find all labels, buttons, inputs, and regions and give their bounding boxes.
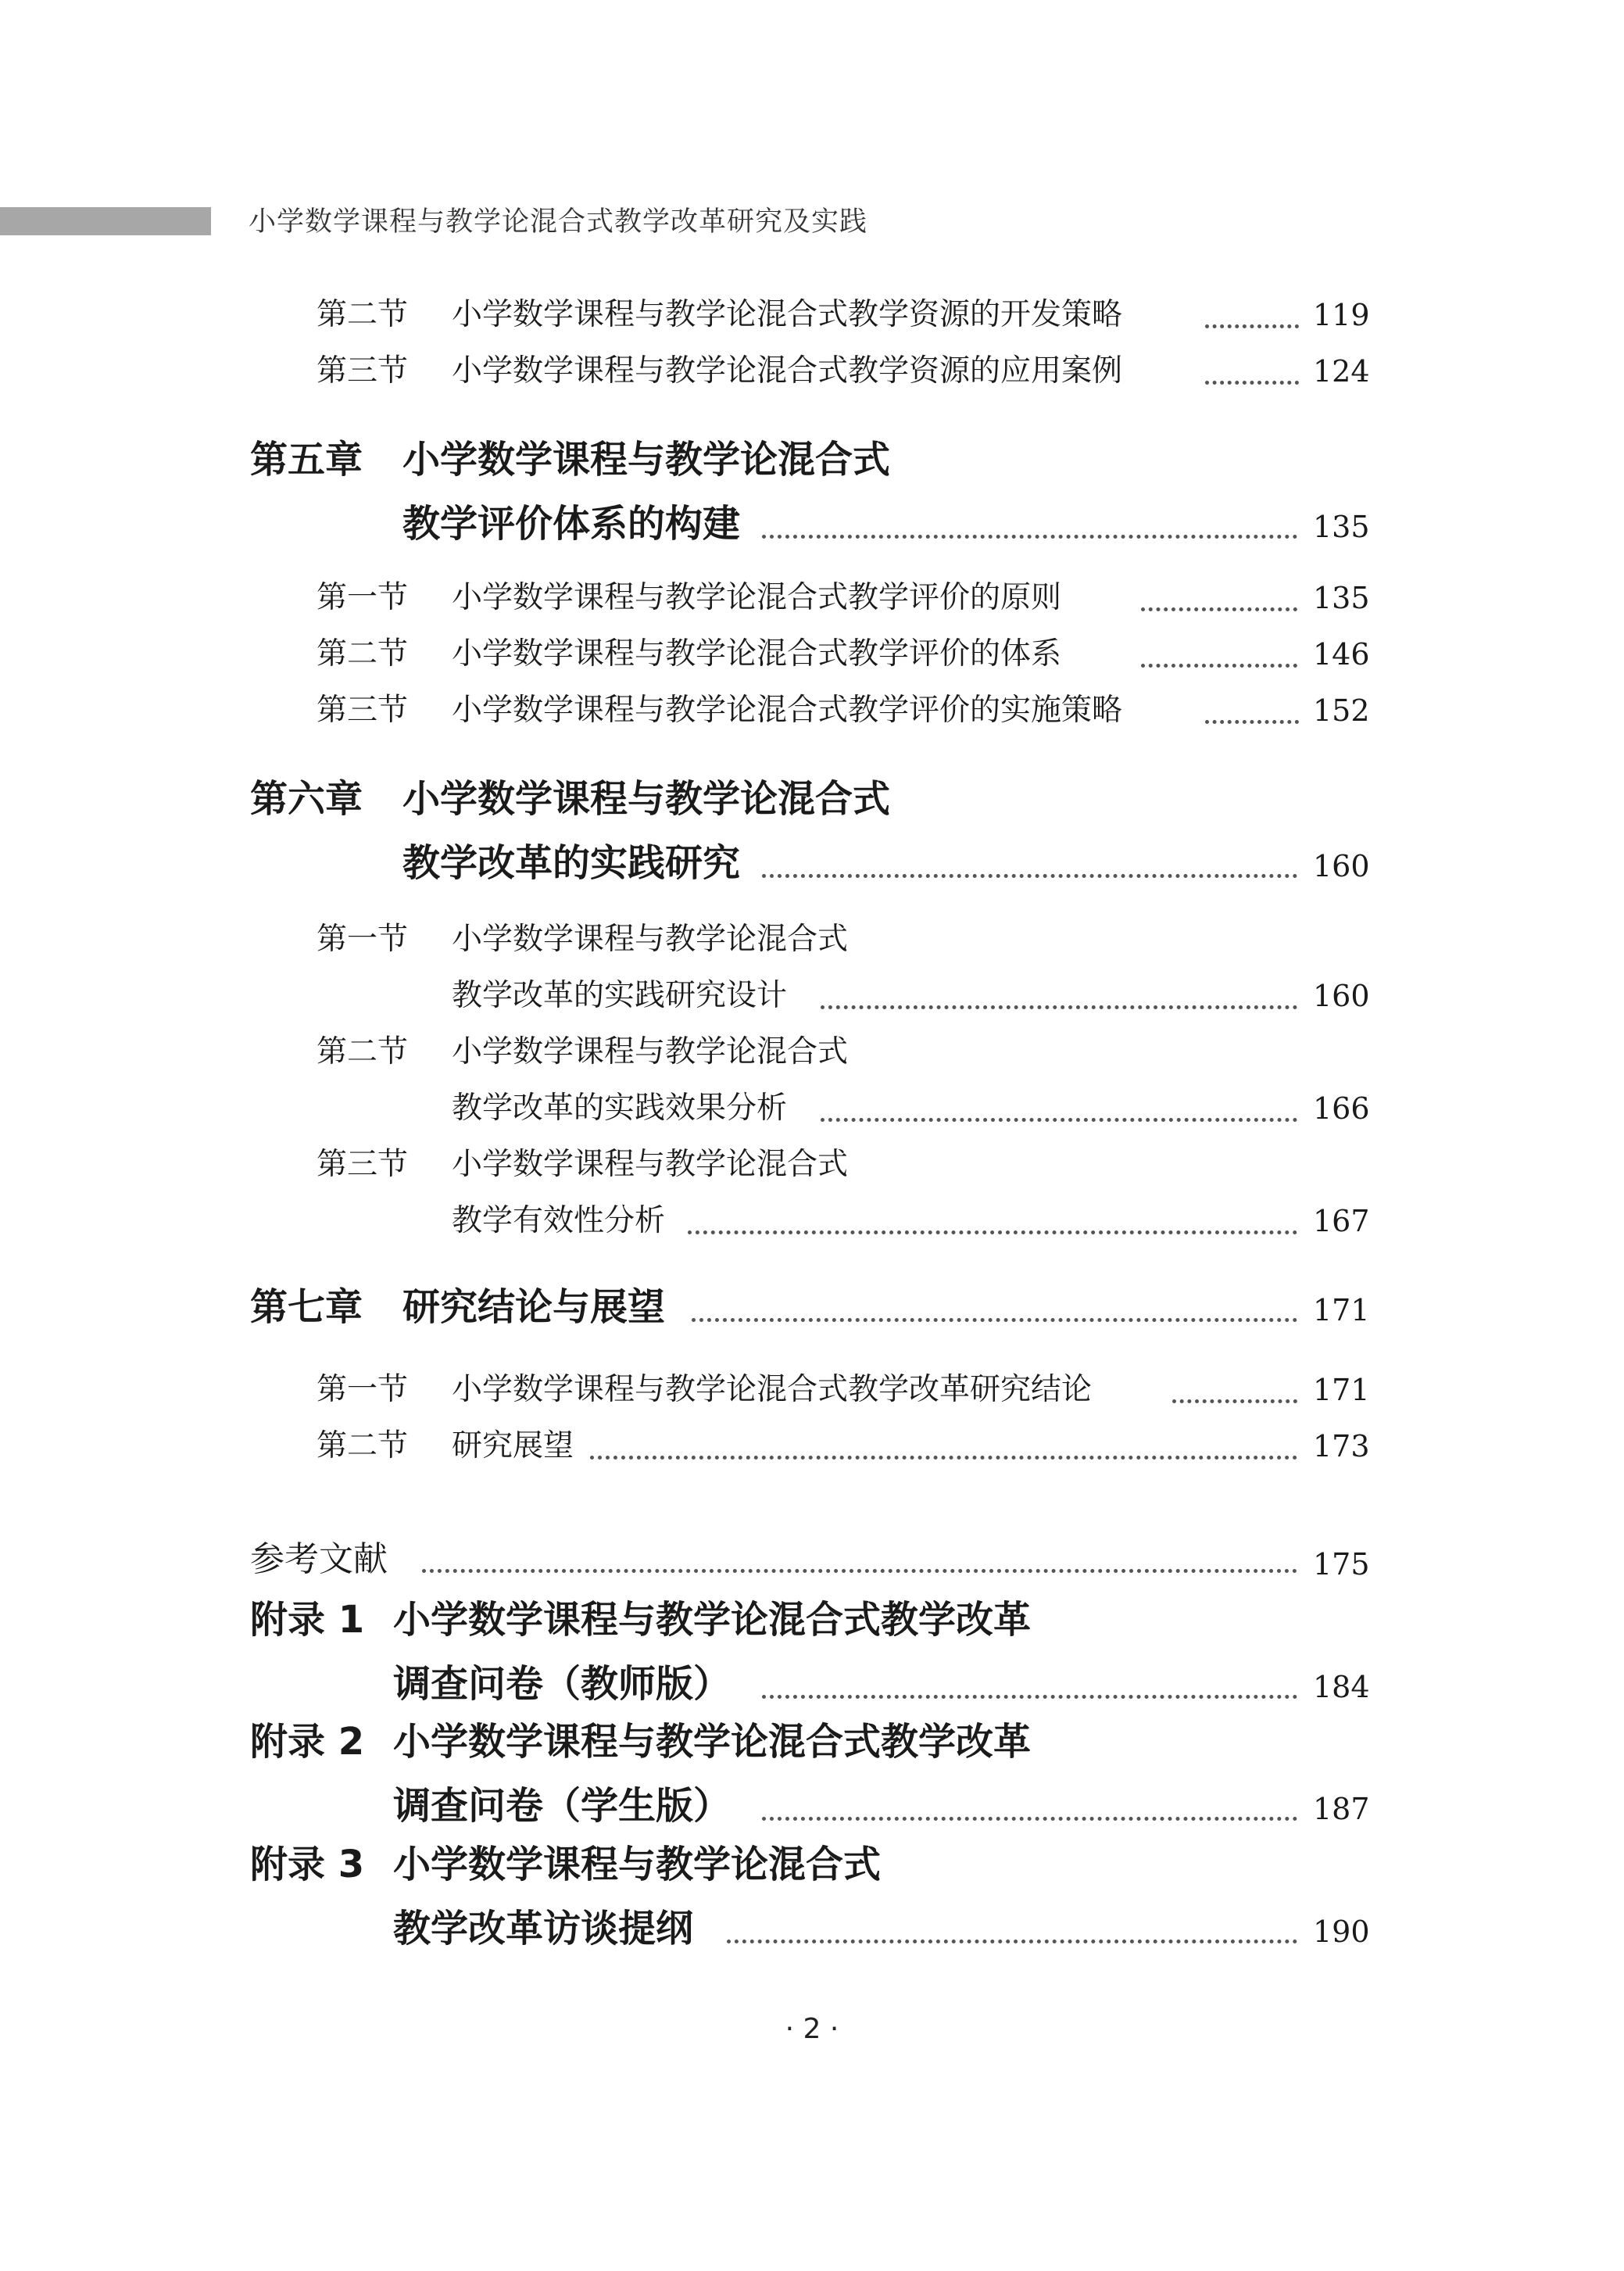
toc-entry-page: 171 <box>1313 1293 1370 1327</box>
toc-entry-section-4-2[interactable] <box>0 293 1624 340</box>
toc-appendix-label: 附录 2 <box>250 1720 365 1764</box>
dot-leader <box>762 874 1297 878</box>
toc-entry-title-line-2: 教学改革的实践效果分析 <box>452 1091 788 1126</box>
dot-leader <box>422 1569 1297 1573</box>
toc-entry-label: 第一节 <box>317 580 409 615</box>
running-header-title: 小学数学课程与教学论混合式教学改革研究及实践 <box>249 206 868 238</box>
toc-chapter-title-line-2: 教学评价体系的构建 <box>402 502 741 546</box>
toc-entry-title: 小学数学课程与教学论混合式教学评价的原则 <box>452 580 1062 615</box>
toc-entry-title: 小学数学课程与教学论混合式教学改革研究结论 <box>452 1372 1093 1407</box>
toc-appendix-title-line-1: 小学数学课程与教学论混合式教学改革 <box>393 1720 1032 1764</box>
toc-entry-title: 小学数学课程与教学论混合式教学资源的应用案例 <box>452 353 1123 389</box>
toc-entry-page: 171 <box>1313 1373 1370 1407</box>
toc-entry-chapter-6[interactable] <box>0 774 1624 891</box>
toc-appendix-title-line-2: 调查问卷（教师版） <box>393 1662 732 1706</box>
dot-leader <box>1172 1399 1297 1403</box>
toc-entry-section-5-3[interactable] <box>0 689 1624 736</box>
toc-chapter-title-line-1: 小学数学课程与教学论混合式 <box>402 438 891 482</box>
toc-entry-page: 187 <box>1313 1792 1370 1826</box>
toc-entry-appendix-1[interactable] <box>0 1595 1624 1712</box>
toc-entry-label: 第一节 <box>317 1372 409 1407</box>
header-bar <box>0 207 211 235</box>
page-number: · 2 · <box>785 2013 839 2045</box>
toc-entry-label: 第二节 <box>317 297 409 332</box>
toc-entry-page: 160 <box>1313 849 1370 883</box>
dot-leader <box>1141 664 1297 668</box>
dot-leader <box>762 1817 1297 1821</box>
toc-entry-label: 第二节 <box>317 1428 409 1463</box>
toc-entry-title-line-2: 教学改革的实践研究设计 <box>452 978 788 1013</box>
dot-leader <box>821 1118 1297 1122</box>
toc-chapter-label: 第五章 <box>250 438 363 482</box>
toc-entry-page: 146 <box>1313 637 1370 672</box>
toc-entry-appendix-3[interactable] <box>0 1839 1624 1957</box>
dot-leader <box>692 1318 1297 1322</box>
dot-leader <box>688 1230 1297 1234</box>
toc-appendix-title-line-1: 小学数学课程与教学论混合式 <box>393 1843 882 1886</box>
toc-entry-references[interactable] <box>0 1538 1624 1585</box>
dot-leader <box>1205 324 1299 328</box>
dot-leader <box>1141 607 1297 611</box>
toc-entry-section-6-3[interactable] <box>0 1143 1624 1245</box>
dot-leader <box>821 1005 1297 1009</box>
toc-entry-page: 190 <box>1313 1915 1370 1949</box>
toc-entry-page: 119 <box>1313 298 1370 332</box>
toc-entry-label: 第三节 <box>317 693 409 728</box>
dot-leader <box>762 535 1297 539</box>
toc-entry-section-7-1[interactable] <box>0 1368 1624 1415</box>
toc-appendix-title-line-2: 教学改革访谈提纲 <box>393 1907 694 1950</box>
toc-appendix-title-line-2: 调查问卷（学生版） <box>393 1784 732 1828</box>
toc-chapter-title: 研究结论与展望 <box>402 1285 666 1329</box>
dot-leader <box>727 1940 1297 1943</box>
toc-entry-chapter-5[interactable] <box>0 435 1624 552</box>
toc-entry-title-line-1: 小学数学课程与教学论混合式 <box>452 1034 849 1069</box>
dot-leader <box>1205 720 1299 724</box>
toc-entry-label: 第一节 <box>317 922 409 957</box>
toc-entry-section-5-1[interactable] <box>0 576 1624 623</box>
toc-entry-page: 167 <box>1313 1204 1370 1238</box>
toc-chapter-title-line-1: 小学数学课程与教学论混合式 <box>402 777 891 821</box>
toc-entry-label: 第三节 <box>317 353 409 389</box>
toc-entry-title: 研究展望 <box>452 1428 574 1463</box>
toc-appendix-label: 附录 1 <box>250 1598 365 1642</box>
toc-entry-appendix-2[interactable] <box>0 1717 1624 1834</box>
toc-entry-title: 小学数学课程与教学论混合式教学资源的开发策略 <box>452 297 1123 332</box>
dot-leader <box>590 1456 1297 1460</box>
toc-chapter-label: 第七章 <box>250 1285 363 1329</box>
toc-entry-page: 160 <box>1313 979 1370 1013</box>
toc-entry-page: 152 <box>1313 693 1370 728</box>
toc-entry-title-line-1: 小学数学课程与教学论混合式 <box>452 1147 849 1182</box>
toc-entry-chapter-7[interactable] <box>0 1282 1624 1337</box>
toc-appendix-title-line-1: 小学数学课程与教学论混合式教学改革 <box>393 1598 1032 1642</box>
toc-entry-section-4-3[interactable] <box>0 349 1624 396</box>
toc-entry-label: 第二节 <box>317 1034 409 1069</box>
toc-entry-section-6-2[interactable] <box>0 1030 1624 1132</box>
toc-entry-section-6-1[interactable] <box>0 918 1624 1019</box>
toc-entry-page: 184 <box>1313 1670 1370 1704</box>
toc-entry-title-line-2: 教学有效性分析 <box>452 1203 666 1238</box>
toc-chapter-label: 第六章 <box>250 777 363 821</box>
toc-appendix-label: 附录 3 <box>250 1843 365 1886</box>
toc-entry-page: 135 <box>1313 581 1370 615</box>
toc-chapter-title-line-2: 教学改革的实践研究 <box>402 841 741 885</box>
dot-leader <box>762 1695 1297 1699</box>
toc-entry-page: 173 <box>1313 1429 1370 1463</box>
toc-entry-page: 124 <box>1313 354 1370 389</box>
toc-entry-page: 135 <box>1313 510 1370 544</box>
toc-entry-label: 第三节 <box>317 1147 409 1182</box>
toc-entry-page: 166 <box>1313 1091 1370 1126</box>
toc-entry-label: 第二节 <box>317 636 409 672</box>
toc-entry-title-line-1: 小学数学课程与教学论混合式 <box>452 922 849 957</box>
toc-entry-title: 小学数学课程与教学论混合式教学评价的实施策略 <box>452 693 1123 728</box>
toc-entry-title: 小学数学课程与教学论混合式教学评价的体系 <box>452 636 1062 672</box>
dot-leader <box>1205 381 1299 385</box>
toc-entry-page: 175 <box>1313 1547 1370 1581</box>
toc-entry-section-7-2[interactable] <box>0 1424 1624 1471</box>
toc-entry-section-5-2[interactable] <box>0 632 1624 679</box>
toc-entry-title: 参考文献 <box>250 1539 388 1579</box>
